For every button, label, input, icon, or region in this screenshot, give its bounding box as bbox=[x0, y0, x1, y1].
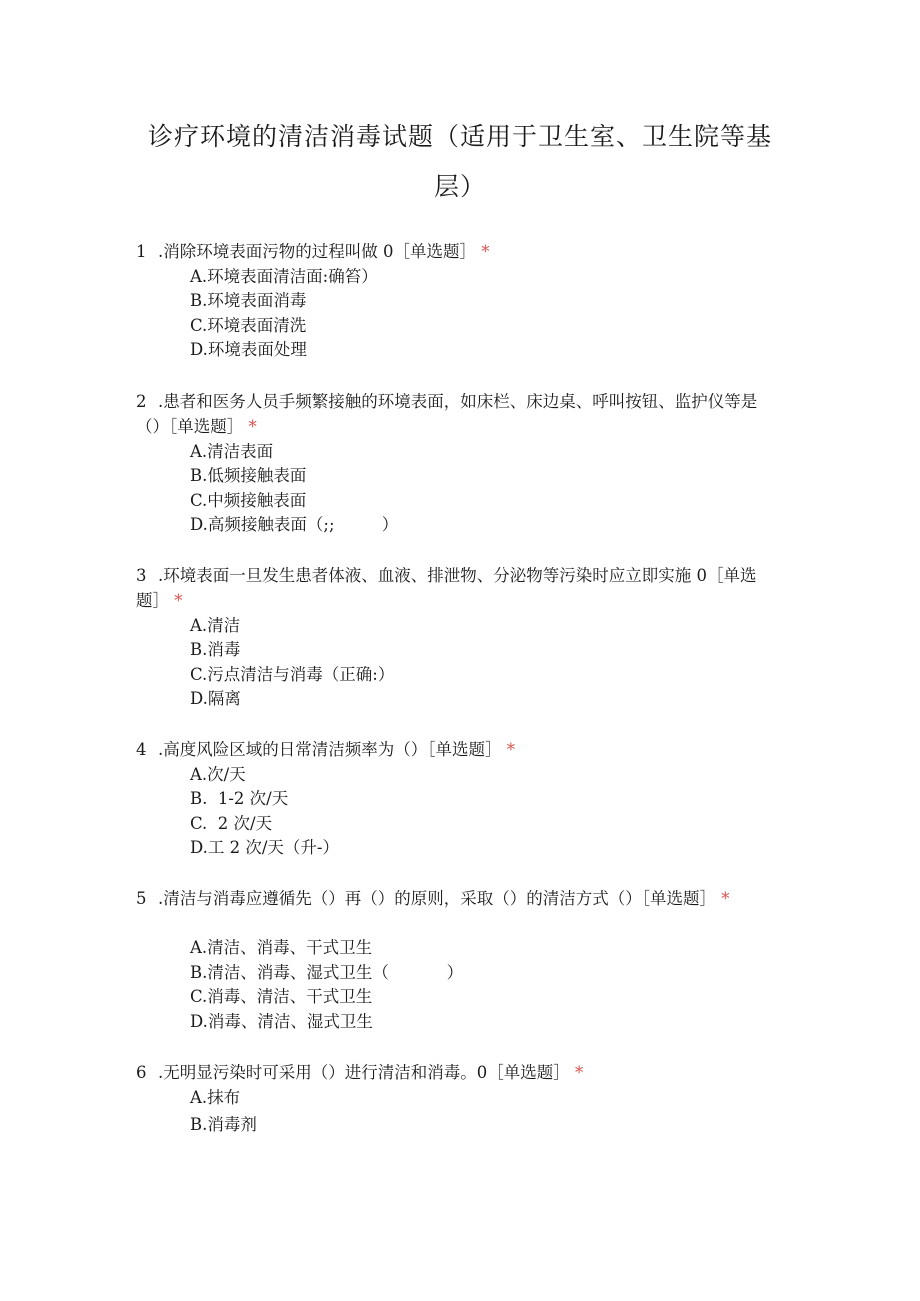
required-mark: * bbox=[248, 416, 257, 436]
option-3b: B.消毒 bbox=[190, 640, 241, 659]
option-3c: C.污点清洁与消毒（正确:） bbox=[190, 665, 395, 684]
option-1d: D.环境表面处理 bbox=[190, 340, 307, 359]
question-text: .无明显污染时可采用（）进行清洁和消毒。0［单选题］ bbox=[158, 1063, 570, 1082]
required-mark: * bbox=[575, 1063, 584, 1082]
question-text: .清洁与消毒应遵循先（）再（）的原则，采取（）的清洁方式（）［单选题］ bbox=[158, 889, 716, 908]
required-mark: * bbox=[174, 590, 183, 610]
option-3d: D.隔离 bbox=[190, 689, 241, 708]
option-1c: C.环境表面清洗 bbox=[190, 316, 307, 335]
option-4d: D.工 2 次/天（升-） bbox=[190, 838, 340, 857]
question-text: .高度风险区域的日常清洁频率为（）［单选题］ bbox=[158, 740, 502, 759]
question-5 bbox=[136, 887, 776, 912]
question-1 bbox=[136, 240, 776, 265]
question-text: .环境表面一旦发生患者体液、血液、排泄物、分泌物等污染时应立即实施 0［单选题］ bbox=[136, 566, 757, 610]
option-4b: B. 1-2 次/天 bbox=[190, 789, 289, 808]
option-2d: D.高频接触表面（;; ） bbox=[190, 515, 399, 534]
option-5a: A.清洁、消毒、干式卫生 bbox=[190, 938, 373, 957]
option-3a: A.清洁 bbox=[190, 616, 241, 635]
question-number: 2 bbox=[136, 392, 147, 411]
option-6b: B.消毒剂 bbox=[190, 1115, 257, 1134]
question-text: .患者和医务人员手频繁接触的环境表面，如床栏、床边桌、呼叫按钮、监护仪等是（）［单选题］ bbox=[136, 392, 758, 436]
document-title: 诊疗环境的清洁消毒试题（适用于卫生室、卫生院等基层） bbox=[147, 122, 772, 201]
required-mark: * bbox=[506, 740, 515, 759]
question-text: .消除环境表面污物的过程叫做 0［单选题］ bbox=[158, 242, 476, 261]
required-mark: * bbox=[721, 889, 730, 908]
question-number: 5 bbox=[136, 889, 147, 908]
option-2b: B.低频接触表面 bbox=[190, 466, 307, 485]
question-number: 6 bbox=[136, 1063, 147, 1082]
option-4a: A.次/天 bbox=[190, 765, 246, 784]
option-2c: C.中频接触表面 bbox=[190, 491, 307, 510]
question-4 bbox=[136, 738, 776, 763]
question-2 bbox=[136, 390, 776, 439]
question-number: 3 bbox=[136, 566, 147, 585]
question-3 bbox=[136, 564, 776, 613]
question-6 bbox=[136, 1061, 776, 1086]
option-6a: A.抹布 bbox=[190, 1088, 241, 1107]
option-1b: B.环境表面消毒 bbox=[190, 291, 307, 310]
option-5c: C.消毒、清洁、干式卫生 bbox=[190, 987, 373, 1006]
question-number: 1 bbox=[136, 242, 147, 261]
option-2a: A.清洁表面 bbox=[190, 442, 274, 461]
option-5d: D.消毒、清洁、湿式卫生 bbox=[190, 1012, 373, 1031]
option-1a: A.环境表面清洁面:确笞） bbox=[190, 267, 378, 286]
question-number: 4 bbox=[136, 740, 147, 759]
required-mark: * bbox=[481, 242, 490, 261]
option-4c: C. 2 次/天 bbox=[190, 814, 273, 833]
option-5b: B.清洁、消毒、湿式卫生（ ） bbox=[190, 963, 464, 982]
